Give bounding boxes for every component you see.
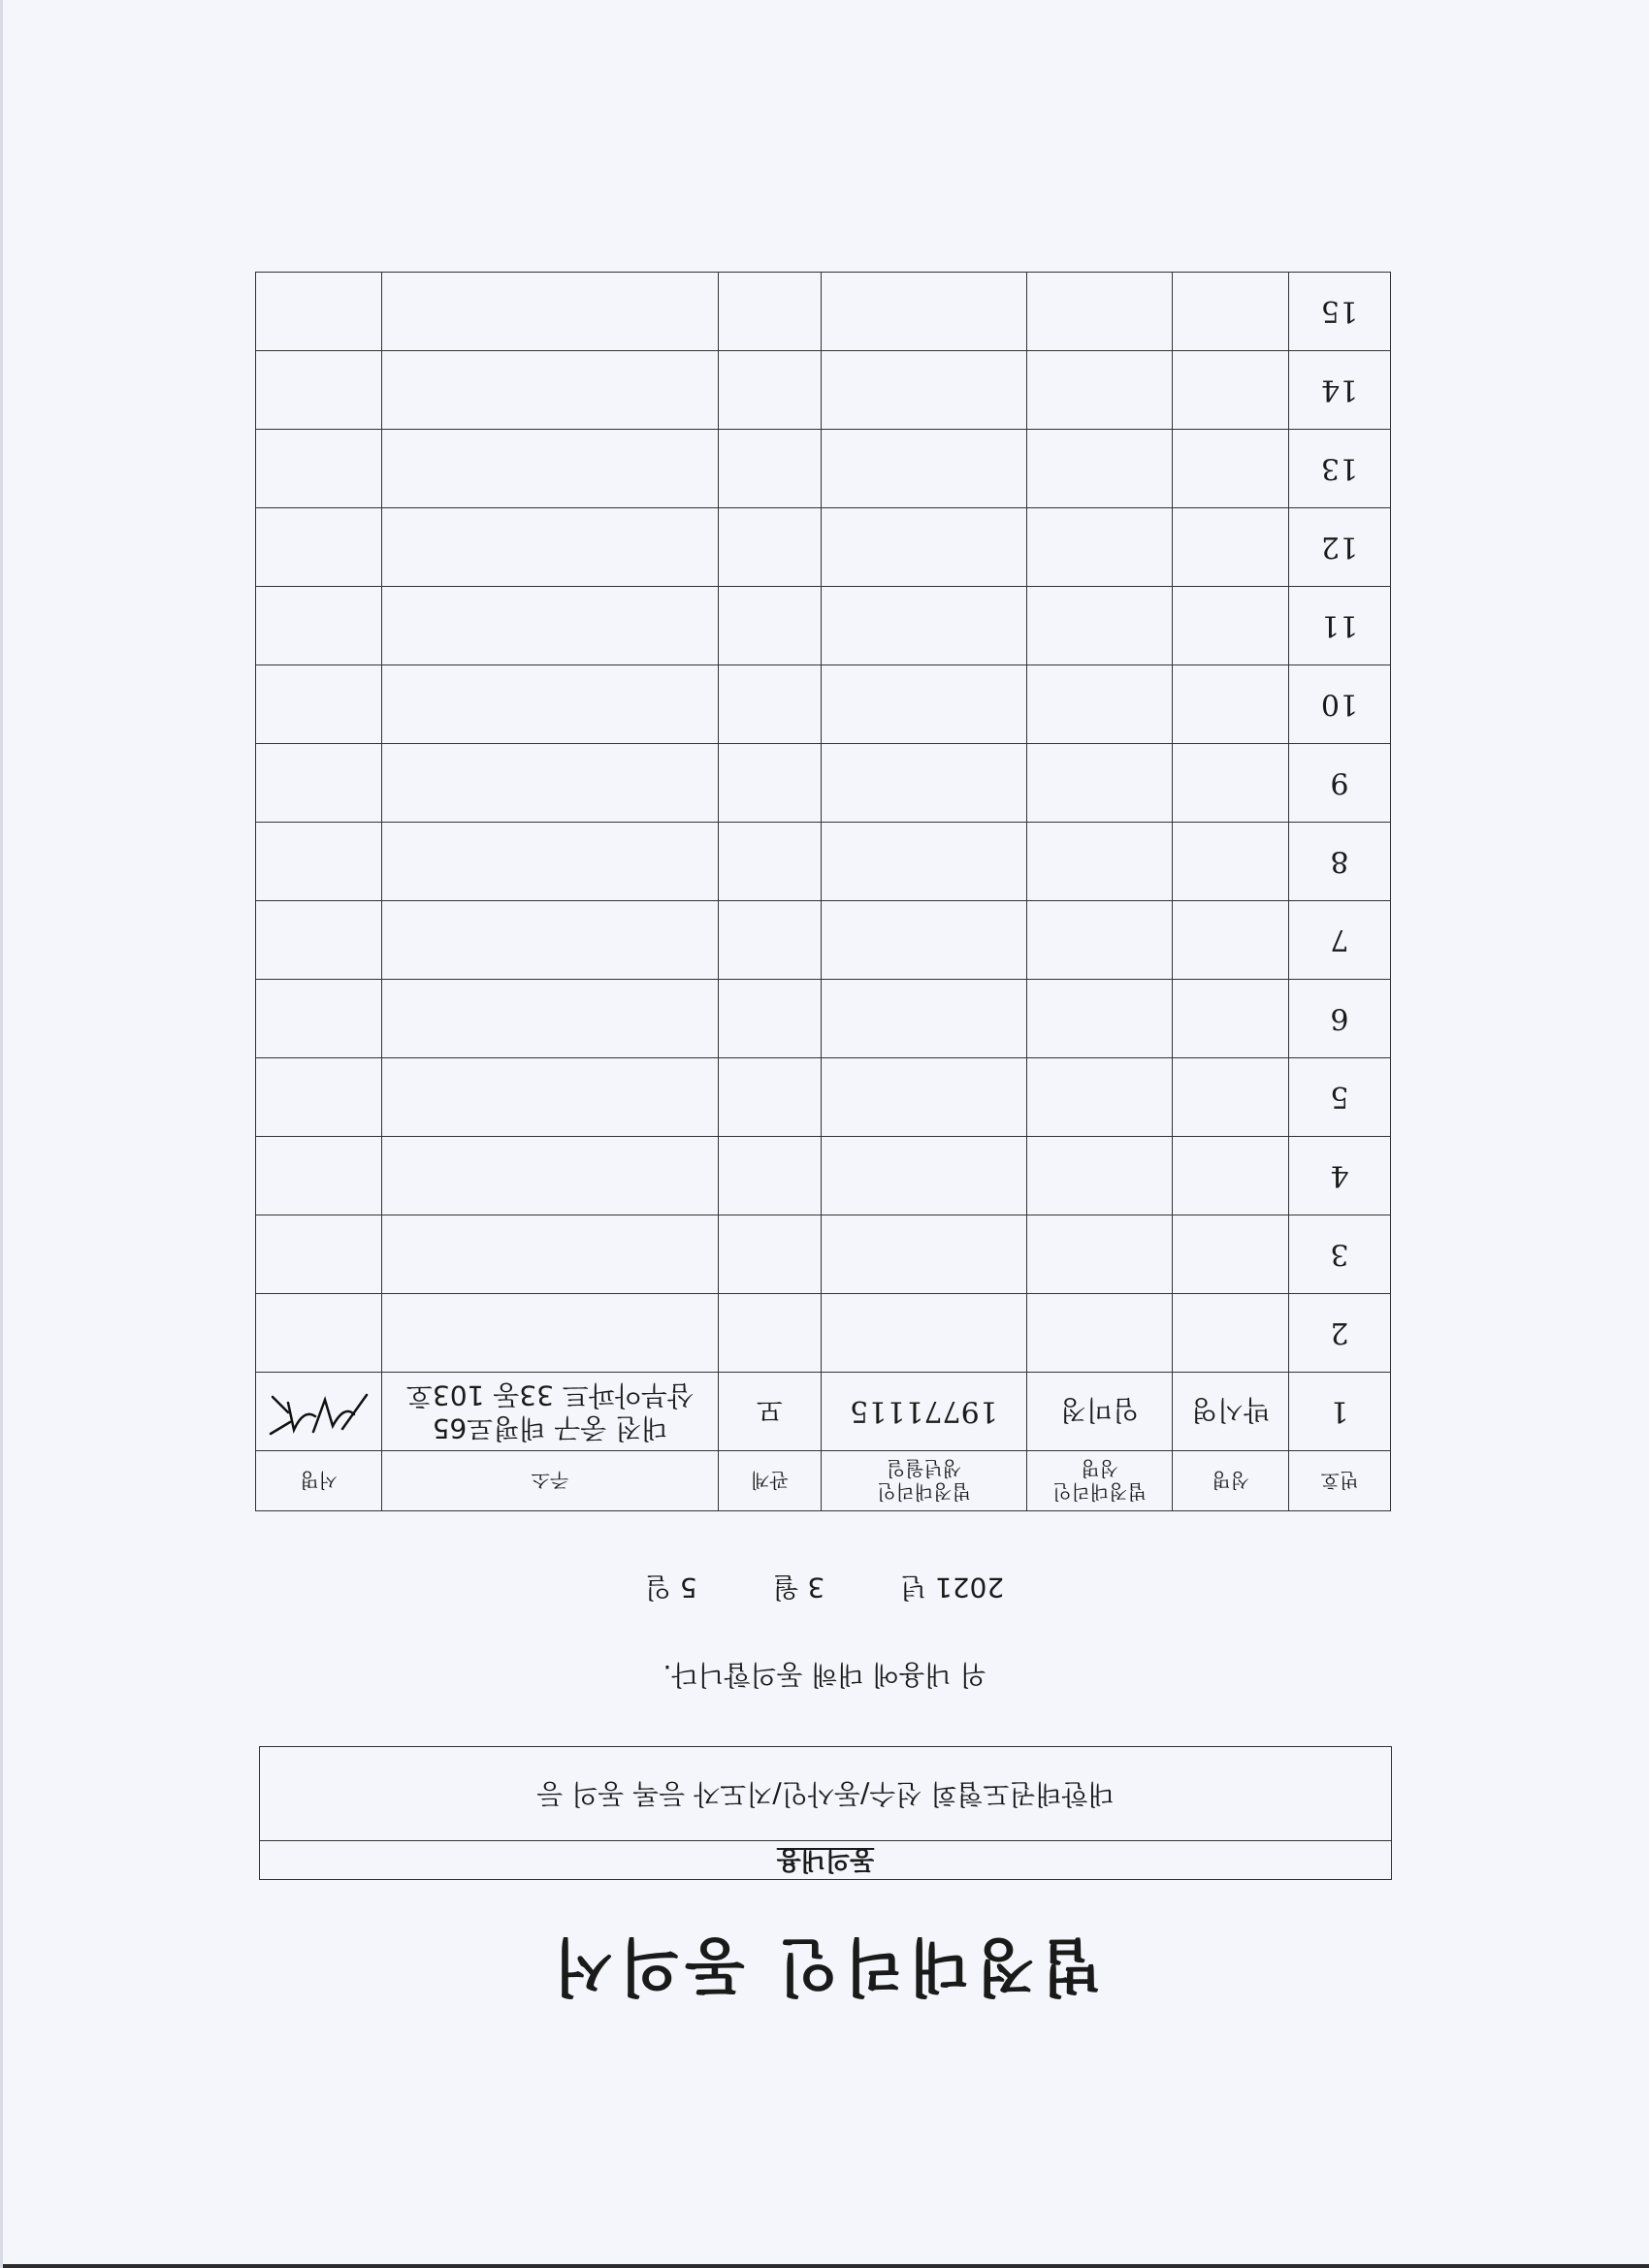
row-signature — [256, 901, 382, 980]
row-guardian-birth — [822, 665, 1027, 744]
table-row — [256, 430, 1391, 508]
table-row — [256, 823, 1391, 901]
row-signature — [256, 430, 382, 508]
row-name — [1173, 980, 1289, 1058]
row-signature — [256, 351, 382, 430]
row-guardian-birth — [822, 1137, 1027, 1215]
table-row — [256, 273, 1391, 351]
row-address — [382, 744, 719, 823]
row-name — [1173, 508, 1289, 587]
table-row — [256, 980, 1391, 1058]
row-address — [382, 273, 719, 351]
row-number: 1 — [1289, 1373, 1391, 1451]
row-guardian-name — [1027, 1215, 1173, 1294]
header-number: 번호 — [1289, 1451, 1391, 1511]
row-number: 2 — [1289, 1294, 1391, 1373]
row-number: 9 — [1289, 744, 1391, 823]
row-signature — [256, 1058, 382, 1137]
row-signature — [256, 1137, 382, 1215]
row-name — [1173, 823, 1289, 901]
row-relation — [719, 351, 822, 430]
row-name — [1173, 587, 1289, 665]
row-number: 11 — [1289, 587, 1391, 665]
date-month: 3 — [807, 1571, 825, 1604]
address-line-1: 대전 중구 태평로65 — [432, 1412, 668, 1444]
row-relation — [719, 1137, 822, 1215]
row-relation — [719, 430, 822, 508]
date-month-unit: 월 — [772, 1571, 799, 1604]
row-guardian-name — [1027, 430, 1173, 508]
row-address — [382, 1058, 719, 1137]
row-relation — [719, 273, 822, 351]
row-number: 13 — [1289, 430, 1391, 508]
table-row — [256, 587, 1391, 665]
row-number: 15 — [1289, 273, 1391, 351]
row-name — [1173, 351, 1289, 430]
table-row — [256, 1373, 1391, 1451]
row-guardian-birth — [822, 508, 1027, 587]
row-guardian-name — [1027, 587, 1173, 665]
table-row — [256, 665, 1391, 744]
row-address — [382, 1373, 719, 1451]
row-guardian-birth — [822, 587, 1027, 665]
row-relation — [719, 1215, 822, 1294]
row-relation — [719, 744, 822, 823]
row-guardian-name — [1027, 823, 1173, 901]
row-address — [382, 823, 719, 901]
row-name — [1173, 1058, 1289, 1137]
row-signature — [256, 1373, 382, 1451]
row-guardian-birth — [822, 901, 1027, 980]
row-guardian-name — [1027, 1058, 1173, 1137]
table-row — [256, 1215, 1391, 1294]
row-signature — [256, 587, 382, 665]
row-number: 6 — [1289, 980, 1391, 1058]
row-name — [1173, 744, 1289, 823]
row-name — [1173, 665, 1289, 744]
row-address — [382, 430, 719, 508]
scan-edge — [0, 2264, 1649, 2268]
row-number: 7 — [1289, 901, 1391, 980]
row-name — [1173, 1137, 1289, 1215]
row-guardian-birth — [822, 273, 1027, 351]
date-day: 5 — [679, 1571, 697, 1604]
row-address — [382, 980, 719, 1058]
row-guardian-name — [1027, 351, 1173, 430]
row-address — [382, 665, 719, 744]
row-signature — [256, 980, 382, 1058]
row-guardian-name — [1027, 273, 1173, 351]
row-name — [1173, 1294, 1289, 1373]
header-guardian-name: 법정대리인 성명 — [1027, 1451, 1173, 1511]
row-name: 박시영 — [1173, 1373, 1289, 1451]
table-row — [256, 1294, 1391, 1373]
table-row — [256, 351, 1391, 430]
row-relation — [719, 901, 822, 980]
consent-header: 동의내용 — [260, 1840, 1391, 1879]
row-number: 4 — [1289, 1137, 1391, 1215]
table-row — [256, 1058, 1391, 1137]
date-day-unit: 일 — [644, 1571, 671, 1604]
row-signature — [256, 823, 382, 901]
row-relation — [719, 665, 822, 744]
header-address: 주소 — [382, 1451, 719, 1511]
row-guardian-name — [1027, 980, 1173, 1058]
row-guardian-birth: 19771115 — [822, 1373, 1027, 1451]
table-row — [256, 901, 1391, 980]
row-guardian-birth — [822, 430, 1027, 508]
row-relation: 모 — [719, 1373, 822, 1451]
row-guardian-name — [1027, 508, 1173, 587]
date-line — [0, 1570, 1649, 1608]
agree-sentence: 위 내용에 대해 동의합니다. — [663, 1659, 986, 1691]
document-title: 법정대리인 동의서 — [547, 1929, 1102, 2002]
row-relation — [719, 1294, 822, 1373]
row-relation — [719, 980, 822, 1058]
row-name — [1173, 901, 1289, 980]
row-address — [382, 587, 719, 665]
row-relation — [719, 1058, 822, 1137]
row-name — [1173, 430, 1289, 508]
header-relation: 관계 — [719, 1451, 822, 1511]
row-number: 14 — [1289, 351, 1391, 430]
row-signature — [256, 744, 382, 823]
row-number: 12 — [1289, 508, 1391, 587]
row-guardian-birth — [822, 823, 1027, 901]
date-year: 2021 — [934, 1571, 1005, 1604]
row-address — [382, 1215, 719, 1294]
row-address — [382, 1137, 719, 1215]
handwritten-signature — [266, 1386, 372, 1444]
row-guardian-birth — [822, 980, 1027, 1058]
table-row — [256, 744, 1391, 823]
row-number: 8 — [1289, 823, 1391, 901]
table-row — [256, 1137, 1391, 1215]
consent-box — [259, 1746, 1392, 1880]
row-guardian-name — [1027, 1137, 1173, 1215]
row-guardian-name: 임미정 — [1027, 1373, 1173, 1451]
date-year-unit: 년 — [900, 1571, 927, 1604]
row-guardian-birth — [822, 744, 1027, 823]
header-guardian-birth: 법정대리인 생년월일 — [822, 1451, 1027, 1511]
row-guardian-name — [1027, 901, 1173, 980]
row-number: 5 — [1289, 1058, 1391, 1137]
consent-text: 대한태권도협회 선수/동사인/지도자 등록 동의 등 — [536, 1778, 1115, 1810]
row-signature — [256, 508, 382, 587]
row-guardian-name — [1027, 1294, 1173, 1373]
row-name — [1173, 273, 1289, 351]
header-signature: 서명 — [256, 1451, 382, 1511]
row-signature — [256, 1294, 382, 1373]
row-address — [382, 1294, 719, 1373]
table-row — [256, 508, 1391, 587]
row-signature — [256, 665, 382, 744]
row-guardian-birth — [822, 1058, 1027, 1137]
row-number: 10 — [1289, 665, 1391, 744]
row-name — [1173, 1215, 1289, 1294]
table-header-row — [256, 1451, 1391, 1511]
row-address — [382, 351, 719, 430]
row-relation — [719, 587, 822, 665]
guardian-table — [255, 272, 1391, 1511]
row-relation — [719, 508, 822, 587]
row-guardian-birth — [822, 351, 1027, 430]
row-address — [382, 508, 719, 587]
row-guardian-name — [1027, 665, 1173, 744]
row-signature — [256, 273, 382, 351]
row-signature — [256, 1215, 382, 1294]
row-relation — [719, 823, 822, 901]
row-guardian-name — [1027, 744, 1173, 823]
row-guardian-birth — [822, 1294, 1027, 1373]
row-number: 3 — [1289, 1215, 1391, 1294]
row-address — [382, 901, 719, 980]
address-line-2: 삼부아파트 33동 103호 — [405, 1379, 695, 1411]
header-name: 성명 — [1173, 1451, 1289, 1511]
row-guardian-birth — [822, 1215, 1027, 1294]
